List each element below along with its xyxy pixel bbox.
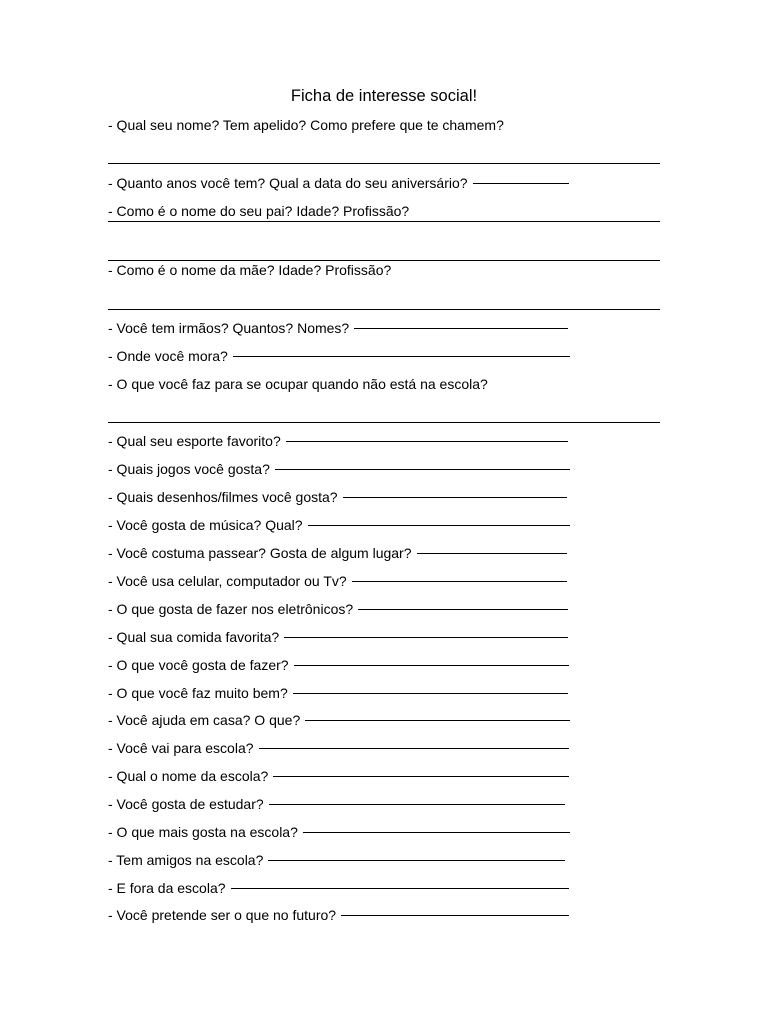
answer-line bbox=[294, 665, 569, 666]
question-idade bbox=[108, 175, 569, 192]
question-text: - Você ajuda em casa? O que? bbox=[108, 712, 301, 728]
question-text: - Você costuma passear? Gosta de algum lugar? bbox=[108, 545, 412, 561]
question-comida bbox=[108, 629, 568, 646]
question-faz-bem bbox=[108, 685, 568, 702]
answer-line bbox=[108, 260, 660, 261]
question-text: - Você gosta de estudar? bbox=[108, 796, 264, 812]
question-vai-escola bbox=[108, 740, 569, 757]
question-text: - Você usa celular, computador ou Tv? bbox=[108, 573, 347, 589]
answer-line bbox=[275, 469, 570, 470]
question-text: - Qual sua comida favorita? bbox=[108, 629, 280, 645]
question-text: - Você gosta de música? Qual? bbox=[108, 517, 303, 533]
question-jogos bbox=[108, 461, 570, 478]
answer-line bbox=[259, 748, 569, 749]
question-text: - Quais jogos você gosta? bbox=[108, 461, 270, 477]
answer-line bbox=[293, 693, 568, 694]
question-futuro bbox=[108, 907, 569, 924]
question-celular bbox=[108, 573, 567, 590]
question-text: - O que você gosta de fazer? bbox=[108, 657, 289, 673]
question-text: - Quais desenhos/filmes você gosta? bbox=[108, 489, 338, 505]
question-irmaos bbox=[108, 320, 568, 337]
page-title: Ficha de interesse social! bbox=[290, 87, 478, 105]
question-nome-escola bbox=[108, 768, 569, 785]
question-gosta-escola bbox=[108, 824, 570, 841]
answer-line bbox=[343, 497, 567, 498]
question-text: - Onde você mora? bbox=[108, 348, 228, 364]
answer-line bbox=[108, 221, 660, 222]
question-text: - Tem amigos na escola? bbox=[108, 852, 264, 868]
question-text: - Como é o nome da mãe? Idade? Profissão? bbox=[108, 262, 392, 278]
question-text: - O que você faz para se ocupar quando não está na escola? bbox=[108, 376, 488, 392]
question-ocupar bbox=[108, 376, 488, 393]
question-text: - Você vai para escola? bbox=[108, 740, 254, 756]
answer-line bbox=[286, 441, 568, 442]
question-fora-escola bbox=[108, 880, 569, 897]
question-musica bbox=[108, 517, 570, 534]
question-text: - Qual seu nome? Tem apelido? Como prefere que te chamem? bbox=[108, 117, 504, 133]
answer-line bbox=[108, 422, 660, 423]
answer-line bbox=[233, 356, 570, 357]
question-text: - Você tem irmãos? Quantos? Nomes? bbox=[108, 320, 350, 336]
question-pai bbox=[108, 203, 409, 220]
question-mora bbox=[108, 348, 570, 365]
question-estudar bbox=[108, 796, 565, 813]
question-eletronicos bbox=[108, 601, 568, 618]
answer-line bbox=[352, 581, 567, 582]
answer-line bbox=[303, 832, 570, 833]
question-desenhos bbox=[108, 489, 567, 506]
question-text: - Qual seu esporte favorito? bbox=[108, 433, 281, 449]
answer-line bbox=[273, 776, 569, 777]
question-text: - O que gosta de fazer nos eletrônicos? bbox=[108, 601, 354, 617]
question-text: - O que mais gosta na escola? bbox=[108, 824, 298, 840]
answer-line bbox=[341, 915, 569, 916]
answer-line bbox=[108, 163, 660, 164]
question-nome bbox=[108, 117, 504, 134]
question-passear bbox=[108, 545, 567, 562]
question-gosta-fazer bbox=[108, 657, 569, 674]
question-mae bbox=[108, 262, 391, 279]
answer-line bbox=[108, 309, 660, 310]
answer-line bbox=[268, 860, 565, 861]
answer-line bbox=[231, 888, 569, 889]
answer-line bbox=[305, 720, 570, 721]
answer-line bbox=[358, 609, 568, 610]
answer-line bbox=[417, 553, 567, 554]
answer-line bbox=[284, 637, 568, 638]
question-text: - Quanto anos você tem? Qual a data do seu aniversário? bbox=[108, 175, 468, 191]
question-ajuda-casa bbox=[108, 712, 570, 729]
question-esporte bbox=[108, 433, 568, 450]
answer-line bbox=[473, 183, 569, 184]
question-text: - O que você faz muito bem? bbox=[108, 685, 288, 701]
question-amigos bbox=[108, 852, 565, 869]
question-text: - Você pretende ser o que no futuro? bbox=[108, 907, 337, 923]
question-text: - E fora da escola? bbox=[108, 880, 226, 896]
question-text: - Como é o nome do seu pai? Idade? Profissão? bbox=[108, 203, 410, 219]
answer-line bbox=[354, 328, 568, 329]
answer-line bbox=[308, 525, 570, 526]
answer-line bbox=[269, 804, 565, 805]
question-text: - Qual o nome da escola? bbox=[108, 768, 269, 784]
